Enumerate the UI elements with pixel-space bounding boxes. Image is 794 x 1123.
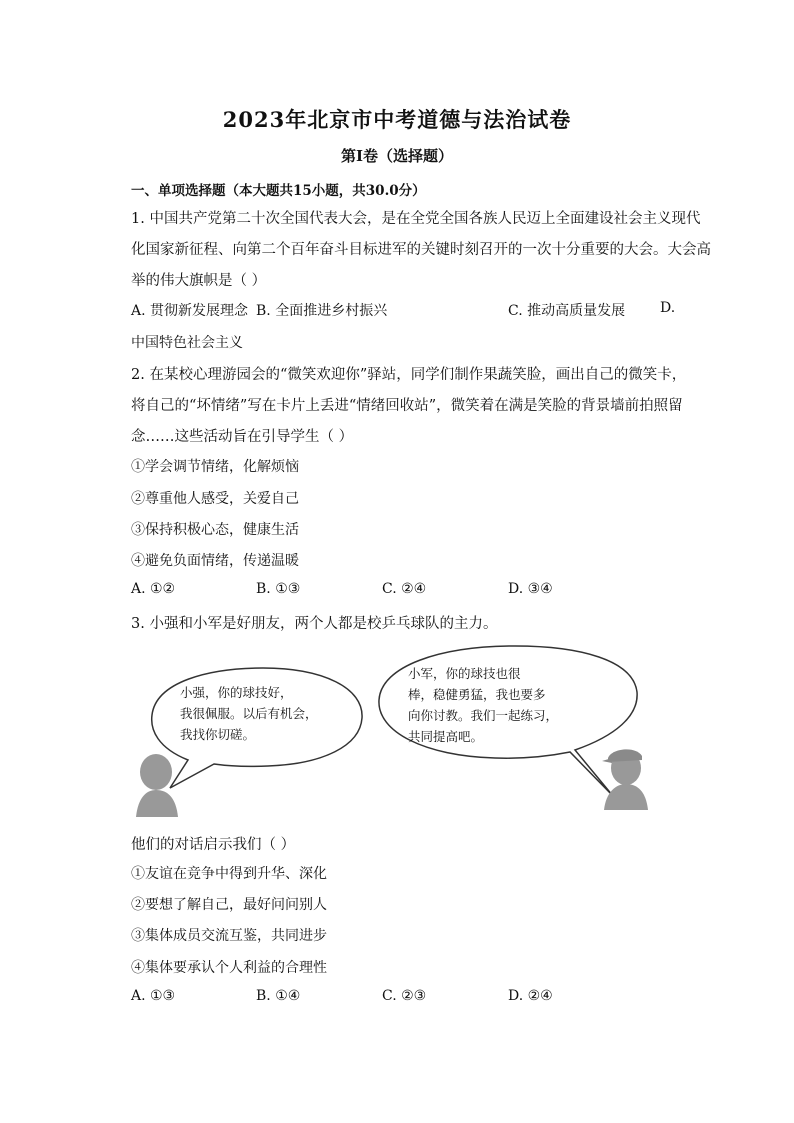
q3-statement-1: ①友谊在竞争中得到升华、深化 [131, 866, 327, 882]
section-subtitle: 第I卷（选择题） [340, 147, 454, 165]
q2-statement-1: ①学会调节情绪，化解烦恼 [131, 459, 299, 475]
q1-option-b[interactable]: B. 全面推进乡村振兴 [256, 303, 388, 319]
bubble-left-text: 小强，你的球技好， 我很佩服。以后有机会， 我找你切磋。 [180, 685, 318, 742]
q2-option-a[interactable]: A. ①② [131, 581, 176, 597]
q2-option-b[interactable]: B. ①③ [256, 581, 301, 597]
q3-option-a[interactable]: A. ①③ [131, 988, 176, 1004]
q3-option-c[interactable]: C. ②③ [382, 988, 427, 1004]
q2-line-2: 将自己的“坏情绪”写在卡片上丢进“情绪回收站”，微笑着在满是笑脸的背景墙前拍照留 [131, 398, 683, 414]
q1-option-c[interactable]: C. 推动高质量发展 [508, 303, 626, 319]
q3-option-b[interactable]: B. ①④ [256, 988, 301, 1004]
q1-line-3: 举的伟大旗帜是（ ） [131, 273, 267, 289]
q3-stem: 3. 小强和小军是好朋友，两个人都是校乒乓球队的主力。 [131, 616, 498, 632]
q3-statement-4: ④集体要承认个人利益的合理性 [131, 960, 327, 976]
section-heading: 一、单项选择题（本大题共15小题，共30.0分） [131, 183, 426, 199]
page-title: 2023年北京市中考道德与法治试卷 [222, 107, 572, 132]
q2-statement-4: ④避免负面情绪，传递温暖 [131, 553, 299, 569]
q2-line-1: 2. 在某校心理游园会的“微笑欢迎你”驿站，同学们制作果蔬笑脸，画出自己的微笑卡， [131, 367, 687, 383]
q3-prompt: 他们的对话启示我们（ ） [131, 837, 296, 853]
q1-line-1: 1. 中国共产党第二十次全国代表大会，是在全党全国各族人民迈上全面建设社会主义现代 [131, 211, 701, 227]
q1-option-d[interactable]: D. [660, 300, 676, 316]
q2-line-3: 念……这些活动旨在引导学生（ ） [131, 429, 354, 445]
boy-left-figure [132, 752, 192, 817]
q1-line-2: 化国家新征程、向第二个百年奋斗目标进军的关键时刻召开的一次十分重要的大会。大会高 [131, 242, 711, 258]
q1-option-d-text: 中国特色社会主义 [131, 335, 243, 351]
q3-statement-2: ②要想了解自己，最好问问别人 [131, 897, 327, 913]
q2-statement-2: ②尊重他人感受，关爱自己 [131, 491, 299, 507]
q3-statement-3: ③集体成员交流互鉴，共同进步 [131, 928, 327, 944]
q2-statement-3: ③保持积极心态，健康生活 [131, 522, 299, 538]
boy-right-figure [594, 744, 650, 810]
q3-option-d[interactable]: D. ②④ [508, 988, 553, 1004]
q1-option-a[interactable]: A. 贯彻新发展理念 [131, 303, 249, 319]
q2-option-d[interactable]: D. ③④ [508, 581, 553, 597]
q2-option-c[interactable]: C. ②④ [382, 581, 427, 597]
bubble-right-text: 小军，你的球技也很 棒，稳健勇猛，我也要多 向你讨教。我们一起练习， 共同提高吧。 [408, 666, 559, 744]
